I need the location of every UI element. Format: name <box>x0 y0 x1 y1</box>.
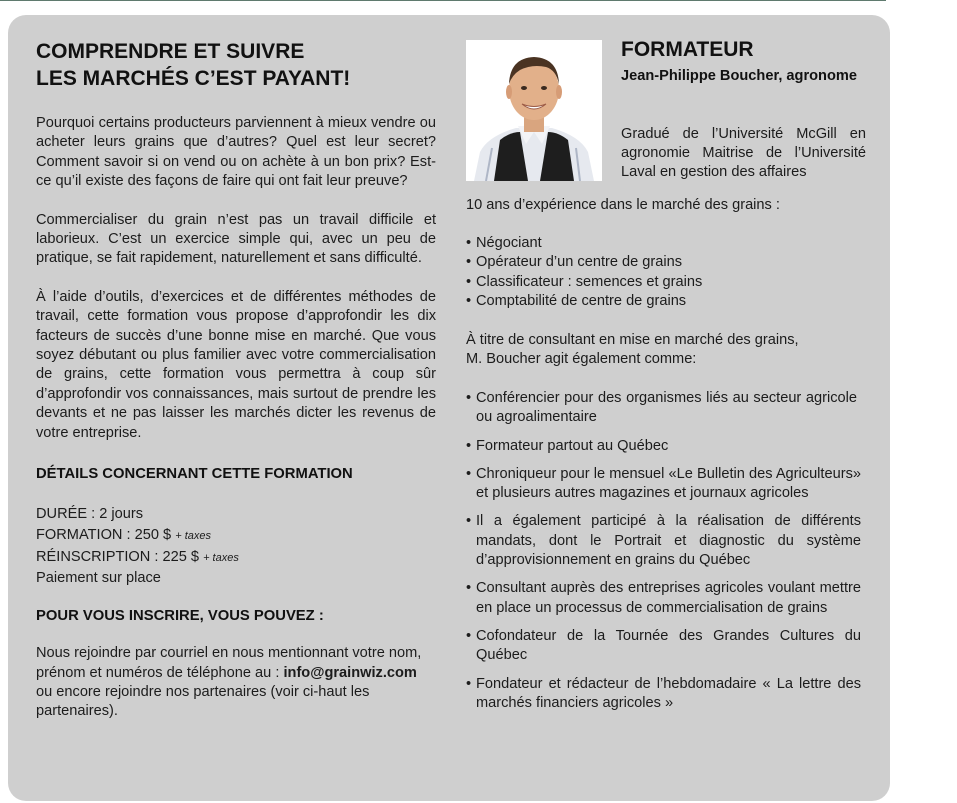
trainer-portrait-icon <box>466 40 602 181</box>
list-item: • Il a également participé à la réalisation de différents mandats, dont le Portrait et diagnostic du système d’approvisionnement en grains du Québec <box>466 512 861 570</box>
simplicity-paragraph: Commercialiser du grain n’est pas un travail difficile et laborieux. C’est un exercice simple qui, avec un peu de pratique, se fait rapidement, naturellement et sans difficulté. <box>36 211 436 267</box>
trainer-heading: FORMATEUR <box>621 38 754 61</box>
left-column <box>36 38 436 722</box>
tax-note: + taxes <box>175 530 211 543</box>
reinscription-price-line: RÉINSCRIPTION : 225 $ + taxes <box>36 549 239 566</box>
trainer-photo <box>466 40 602 181</box>
trainer-education: Gradué de l’Université McGill en agronomie Maitrise de l’Université Laval en gestion des affaires <box>621 126 866 180</box>
top-rule <box>0 0 886 1</box>
list-item: • Formateur partout au Québec <box>466 437 861 456</box>
list-item: • Cofondateur de la Tournée des Grandes Cultures du Québec <box>466 627 861 666</box>
email-link[interactable]: info@grainwiz.com <box>283 664 417 681</box>
contact-paragraph: Nous rejoindre par courriel en nous mentionnant votre nom, prénom et numéros de téléphone au : info@grainwiz.com ou encore rejoindre nos partenaires (voir ci-haut les partenaires). <box>36 645 422 720</box>
list-item: • Consultant auprès des entreprises agricoles voulant mettre en place un processus de commercialisation de grains <box>466 579 861 618</box>
pricing-block <box>36 504 436 588</box>
payment-line: Paiement sur place <box>36 570 161 587</box>
list-item: • Négociant <box>466 234 866 253</box>
trainer-name: Jean-Philippe Boucher, agronome <box>621 68 857 84</box>
details-heading: DÉTAILS CONCERNANT CETTE FORMATION <box>36 466 353 483</box>
intro-paragraph: Pourquoi certains producteurs parviennent à mieux vendre ou acheter leurs grains que d’autres? Quel est leur secret? Comment savoir si on vend ou on achète à un bon prix? Est-ce qu’il existe des façons de faire qui ont fait leur preuve? <box>36 115 436 190</box>
experience-list <box>466 234 866 311</box>
list-item: • Fondateur et rédacteur de l’hebdomadaire « La lettre des marchés financiers agricoles » <box>466 675 861 714</box>
consultant-intro: À titre de consultant en mise en marché des grains, M. Boucher agit également comme: <box>466 332 799 368</box>
list-item: • Opérateur d’un centre de grains <box>466 253 866 272</box>
list-item: • Conférencier pour des organismes liés au secteur agricole ou agroalimentaire <box>466 389 861 428</box>
list-item: • Chroniqueur pour le mensuel «Le Bulletin des Agriculteurs» et plusieurs autres magazines et journaux agricoles <box>466 465 861 504</box>
experience-intro: 10 ans d’expérience dans le marché des grains : <box>466 197 780 213</box>
tax-note: + taxes <box>203 552 239 565</box>
page-title: COMPRENDRE ET SUIVRE LES MARCHÉS C’EST PAYANT! <box>36 40 351 90</box>
list-item: • Classificateur : semences et grains <box>466 273 866 292</box>
method-paragraph: À l’aide d’outils, d’exercices et de différentes méthodes de travail, cette formation vous propose d’approfondir les dix facteurs de succès d’une bonne mise en marché. Que vous soyez débutant ou plus familier avec votre commercialisation de grains, cette formation vous permettra à coup sûr d’approfondir vos connaissances, mais surtout de prendre les devants et ne pas laisser les marchés dicter les revenus de votre entreprise. <box>36 288 436 441</box>
duration-line: DURÉE : 2 jours <box>36 506 144 523</box>
formation-price-line: FORMATION : 250 $ + taxes <box>36 527 211 544</box>
signup-heading: POUR VOUS INSCRIRE, VOUS POUVEZ : <box>36 608 324 625</box>
roles-list <box>466 389 861 713</box>
list-item: • Comptabilité de centre de grains <box>466 292 866 311</box>
